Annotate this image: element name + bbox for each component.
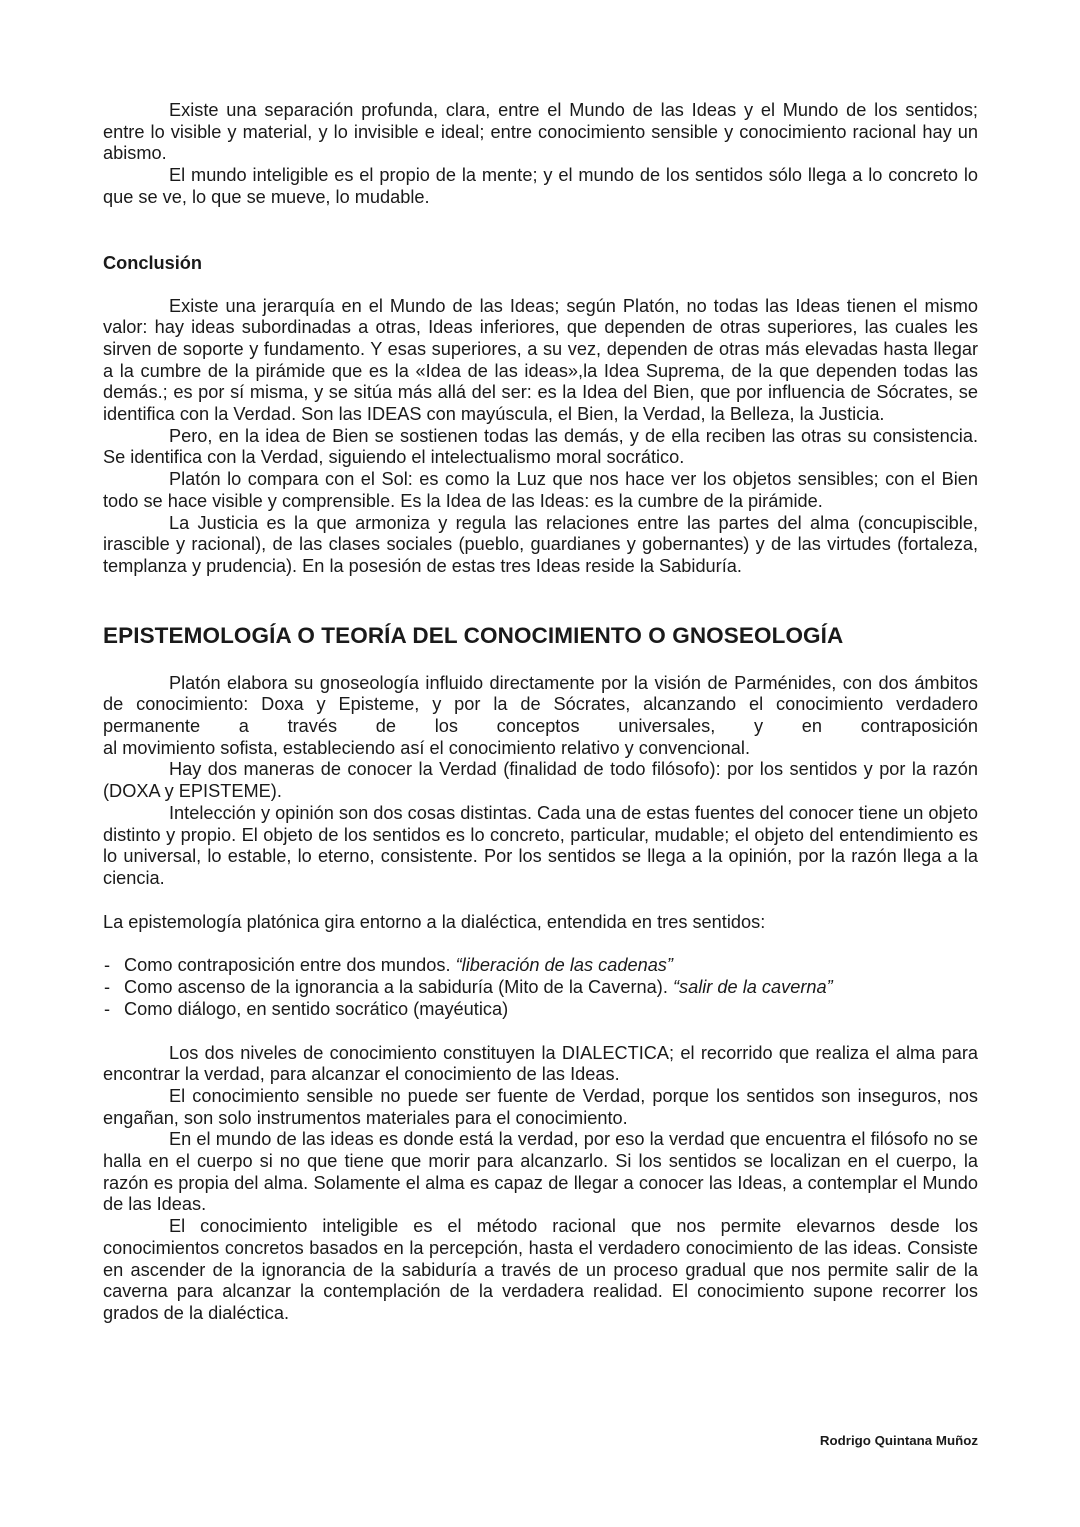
epistemology-paragraph: El conocimiento sensible no puede ser fuente de Verdad, porque los sentidos son inseguros, nos engañan, son solo instrumentos materiales para el conocimiento. bbox=[103, 1085, 978, 1128]
epistemology-paragraph: Los dos niveles de conocimiento constituyen la DIALECTICA; el recorrido que realiza el alma para encontrar la verdad, para alcanzar el conocimiento de las Ideas. bbox=[103, 1042, 978, 1085]
conclusion-paragraph: La Justicia es la que armoniza y regula las relaciones entre las partes del alma (concupiscible, irascible y racional), de las clases sociales (pueblo, guardianes y gobernantes) y de las virtudes (fortaleza, templanza y prudencia). En la posesión de estas tres Ideas reside la Sabiduría. bbox=[103, 512, 978, 576]
dash-bullet: - bbox=[104, 955, 111, 976]
dash-bullet: - bbox=[104, 998, 111, 1019]
author-footer: Rodrigo Quintana Muñoz bbox=[819, 1433, 978, 1448]
document-page bbox=[103, 100, 978, 1325]
list-item-text: Como contraposición entre dos mundos. bbox=[124, 955, 456, 976]
epistemology-paragraph: Hay dos maneras de conocer la Verdad (finalidad de todo filósofo): por los sentidos y por la razón (DOXA y EPISTEME). bbox=[103, 759, 978, 802]
list-item bbox=[103, 955, 978, 977]
conclusion-section bbox=[103, 252, 978, 578]
epistemology-paragraph: Platón elabora su gnoseología influido directamente por la visión de Parménides, con dos ámbitos de conocimiento: Doxa y Episteme, y por la de Sócrates, alcanzando el conocimiento verdadero permanente a través de los conceptos universales, y en contraposición bbox=[103, 672, 978, 737]
epistemology-paragraph-continuation: al movimiento sofista, estableciendo así el conocimiento relativo y convencional. bbox=[103, 737, 751, 758]
list-item-text: Como ascenso de la ignorancia a la sabiduría (Mito de la Caverna). bbox=[124, 977, 673, 998]
list-item bbox=[103, 999, 978, 1021]
conclusion-paragraph: Platón lo compara con el Sol: es como la Luz que nos hace ver los objetos sensibles; con el Bien todo se hace visible y comprensible. Es la Idea de las Ideas: es la cumbre de la pirámide. bbox=[103, 469, 978, 511]
conclusion-paragraph: Pero, en la idea de Bien se sostienen todas las demás, y de ella reciben las otras su consistencia. Se identifica con la Verdad, siguiendo el intelectualismo moral socrático. bbox=[103, 425, 978, 468]
intro-paragraph: El mundo inteligible es el propio de la mente; y el mundo de los sentidos sólo llega a lo concreto lo que se ve, lo que se mueve, lo mudable. bbox=[103, 165, 978, 207]
intro-paragraph: Existe una separación profunda, clara, entre el Mundo de las Ideas y el Mundo de los sentidos; entre lo visible y material, y lo invisible e ideal; entre conocimiento sensible y conocimiento racional hay un abismo. bbox=[103, 100, 978, 164]
epistemology-paragraph: En el mundo de las ideas es donde está la verdad, por eso la verdad que encuentra el filósofo no se halla en el cuerpo si no que tiene que morir para alcanzarlo. Si los sentidos se localizan en el cuerpo, la razón es propia del alma. Solamente el alma es capaz de llegar a conocer las Ideas, a contemplar el Mundo de las Ideas. bbox=[103, 1129, 978, 1215]
intro-section bbox=[103, 100, 978, 209]
epistemology-heading: EPISTEMOLOGÍA O TEORÍA DEL CONOCIMIENTO O GNOSEOLOGÍA bbox=[103, 622, 844, 648]
epistemology-paragraph: El conocimiento inteligible es el método racional que nos permite elevarnos desde los conocimientos concretos basados en la percepción, hasta el verdadero conocimiento de las ideas. Consiste en ascender de la ignorancia de la sabiduría a través de un proceso gradual que nos permite salir de la caverna para alcanzar la contemplación de la verdadera realidad. El conocimiento supone recorrer los grados de la dialéctica. bbox=[103, 1216, 978, 1323]
list-item-quote: “salir de la caverna” bbox=[672, 977, 833, 998]
list-item-quote: “liberación de las cadenas” bbox=[455, 955, 673, 976]
list-item-text: Como diálogo, en sentido socrático (mayéutica) bbox=[124, 998, 509, 1019]
dialectic-list bbox=[103, 955, 978, 1020]
conclusion-paragraph: Existe una jerarquía en el Mundo de las Ideas; según Platón, no todas las Ideas tienen el mismo valor: hay ideas subordinadas a otras, Ideas inferiores, que dependen de otras superiores, las cuales les sirven de soporte y fundamento. Y esas superiores, a su vez, dependen de otras más elevadas hasta llegar a la cumbre de la pirámide que es la «Idea de las ideas»,la Idea Suprema, de la que dependen todas las demás.; es por sí misma, y se sitúa más allá del ser: es la Idea del Bien, que por influencia de Sócrates, se identifica con la Verdad. Son las IDEAS con mayúscula, el Bien, la Verdad, la Belleza, la Justicia. bbox=[103, 295, 978, 425]
dialectic-intro: La epistemología platónica gira entorno a la dialéctica, entendida en tres sentidos: bbox=[103, 911, 766, 932]
list-item bbox=[103, 977, 978, 999]
conclusion-heading: Conclusión bbox=[103, 252, 203, 273]
dash-bullet: - bbox=[104, 977, 111, 998]
epistemology-paragraph: Intelección y opinión son dos cosas distintas. Cada una de estas fuentes del conocer tiene un objeto distinto y propio. El objeto de los sentidos es lo concreto, particular, mudable; el objeto del entendimiento es lo universal, lo estable, lo eterno, consistente. Por los sentidos se llega a la opinión, por la razón llega a la ciencia. bbox=[103, 802, 978, 888]
epistemology-section bbox=[103, 621, 978, 1325]
